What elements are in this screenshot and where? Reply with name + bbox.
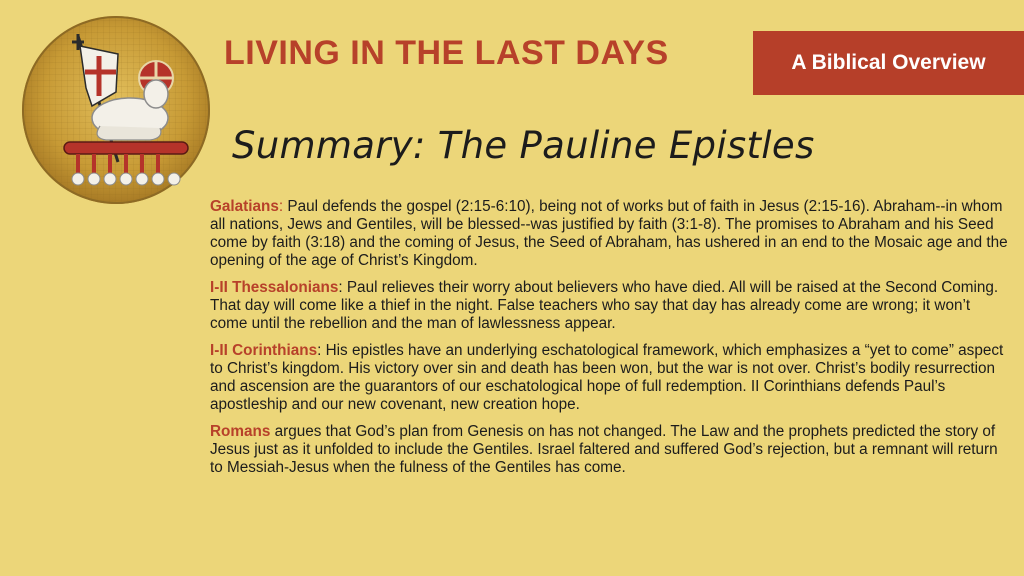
overview-badge: A Biblical Overview — [753, 31, 1024, 95]
galatians-paragraph — [210, 198, 1010, 270]
thessalonians-paragraph — [210, 279, 1010, 333]
slide-subtitle: Summary: The Pauline Epistles — [232, 124, 815, 167]
paragraph-term: I-II Thessalonians — [210, 279, 339, 296]
page-title: LIVING IN THE LAST DAYS — [224, 34, 669, 72]
paragraph-text: : His epistles have an underlying eschatological framework, which emphasizes a “yet to come” aspect to Christ’s kingdom. His victory over sin and death has been won, but the war is not over. Christ’s bodily resurrection and ascension are the guarantors of our eschatological hope of full redemption. II Corinthians defends Paul’s apostleship and our new covenant, new creation hope. — [210, 342, 1004, 413]
summary-content — [210, 198, 1010, 486]
agnus-dei-mosaic-icon — [20, 14, 212, 206]
term-separator: : — [278, 198, 284, 215]
romans-paragraph — [210, 423, 1010, 477]
paragraph-term: Galatians — [210, 198, 279, 215]
paragraph-text: : Paul relieves their worry about believers who have died. All will be raised at the Second Coming. That day will come like a thief in the night. False teachers who say that day has already come are wrong; it won’t come until the rebellion and the man of lawlessness appear. — [210, 279, 999, 332]
paragraph-term: Romans — [210, 423, 271, 440]
corinthians-paragraph — [210, 342, 1010, 414]
paragraph-text: Paul defends the gospel (2:15-6:10), being not of works but of faith in Jesus (2:15-16). Abraham--in whom all nations, Jews and Gentiles, will be blessed--was justified by faith (3:1-8). The promises to Abraham and his Seed come by faith (3:18) and the coming of Jesus, the Seed of Abraham, has ushered in an end to the Mosaic age and the opening of the age of Christ’s Kingdom. — [210, 198, 1008, 269]
paragraph-text: argues that God’s plan from Genesis on has not changed. The Law and the prophets predicted the story of Jesus just as it unfolded to include the Gentiles. Israel faltered and suffered God’s rejection, but a remnant will return to Messiah-Jesus when the fulness of the Gentiles has come. — [210, 423, 998, 476]
paragraph-term: I-II Corinthians — [210, 342, 318, 359]
